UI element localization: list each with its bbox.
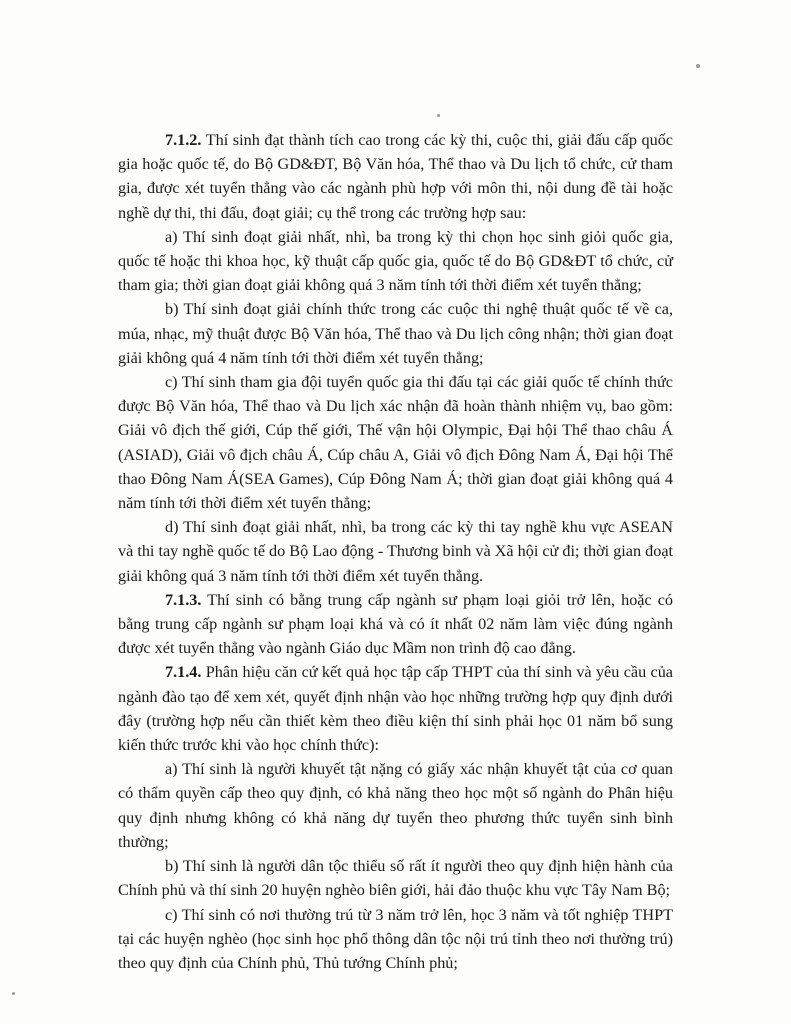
document-body [118,128,673,975]
paragraph-7-1-2-a [118,225,673,298]
paragraph-text: c) Thí sinh có nơi thường trú từ 3 năm trở lên, học 3 năm và tốt nghiệp THPT tại các huyện nghèo (học sinh học phổ thông dân tộc nội trú tỉnh theo nơi thường trú) theo quy định của Chính phủ, Thủ tướng Chính phủ; [118,905,673,972]
paragraph-7-1-4-b [118,854,673,902]
paragraph-7-1-2-c [118,370,673,515]
scan-speck [12,992,15,995]
paragraph-7-1-3 [118,588,673,661]
paragraph-text: d) Thí sinh đoạt giải nhất, nhì, ba trong các kỳ thi tay nghề khu vực ASEAN và thi tay nghề quốc tế do Bộ Lao động - Thương binh và Xã hội cử đi; thời gian đoạt giải không quá 3 năm tính tới thời điểm xét tuyển thẳng. [118,518,673,585]
scan-speck [437,114,440,117]
paragraph-7-1-2-d [118,515,673,588]
paragraph-7-1-2-b [118,297,673,370]
paragraph-7-1-4-a [118,757,673,854]
paragraph-7-1-4-c [118,903,673,976]
paragraph-7-1-4 [118,660,673,757]
scan-speck [696,64,700,68]
paragraph-text: a) Thí sinh là người khuyết tật nặng có giấy xác nhận khuyết tật của cơ quan có thẩm quyền cấp theo quy định, có khả năng theo học một số ngành do Phân hiệu quy định nhưng không có khả năng dự tuyển theo phương thức tuyển sinh bình thường; [118,760,673,851]
paragraph-text: c) Thí sinh tham gia đội tuyển quốc gia thi đấu tại các giải quốc tế chính thức được Bộ Văn hóa, Thể thao và Du lịch xác nhận đã hoàn thành nhiệm vụ, bao gồm: Giải vô địch thế giới, Cúp thế giới, Thế vận hội Olympic, Đại hội Thể thao châu Á (ASIAD), Giải vô địch châu Á, Cúp châu A, Giải vô địch Đông Nam Á, Đại hội Thể thao Đông Nam Á(SEA Games), Cúp Đông Nam Á; thời gian đoạt giải không quá 4 năm tính tới thời điểm xét tuyển thẳng; [118,373,673,513]
paragraph-text: Thí sinh đạt thành tích cao trong các kỳ thi, cuộc thi, giải đấu cấp quốc gia hoặc quốc tế, do Bộ GD&ĐT, Bộ Văn hóa, Thể thao và Du lịch tổ chức, cử tham gia, được xét tuyển thẳng vào các ngành phù hợp với môn thi, nội dung đề tài hoặc nghề dự thi, thi đấu, đoạt giải; cụ thể trong các trường hợp sau: [118,131,673,222]
paragraph-text: Thí sinh có bằng trung cấp ngành sư phạm loại giỏi trở lên, hoặc có bằng trung cấp ngành sư phạm loại khá và có ít nhất 02 năm làm việc đúng ngành được xét tuyển thẳng vào ngành Giáo dục Mầm non trình độ cao đẳng. [118,590,673,658]
section-number: 7.1.4. [165,663,202,682]
paragraph-text: Phân hiệu căn cứ kết quả học tập cấp THPT của thí sinh và yêu cầu của ngành đào tạo để xem xét, quyết định nhận vào học những trường hợp quy định dưới đây (trường hợp nếu cần thiết kèm theo điều kiện thí sinh phải học 01 năm bổ sung kiến thức trước khi vào học chính thức): [118,663,673,755]
paragraph-text: b) Thí sinh là người dân tộc thiểu số rất ít người theo quy định hiện hành của Chính phủ và thí sinh 20 huyện nghèo biên giới, hải đảo thuộc khu vực Tây Nam Bộ; [118,857,673,900]
paragraph-text: a) Thí sinh đoạt giải nhất, nhì, ba trong kỳ thi chọn học sinh giỏi quốc gia, quốc tế hoặc thi khoa học, kỹ thuật cấp quốc gia, quốc tế do Bộ GD&ĐT tổ chức, cử tham gia; thời gian đoạt giải không quá 3 năm tính tới thời điểm xét tuyển thẳng; [118,227,673,295]
paragraph-text: b) Thí sinh đoạt giải chính thức trong các cuộc thi nghệ thuật quốc tế về ca, múa, nhạc, mỹ thuật được Bộ Văn hóa, Thể thao và Du lịch công nhận; thời gian đoạt giải không quá 4 năm tính tới thời điểm xét tuyển thẳng; [118,300,673,367]
section-number: 7.1.3. [165,590,202,609]
paragraph-7-1-2 [118,128,673,225]
section-number: 7.1.2. [165,131,202,149]
